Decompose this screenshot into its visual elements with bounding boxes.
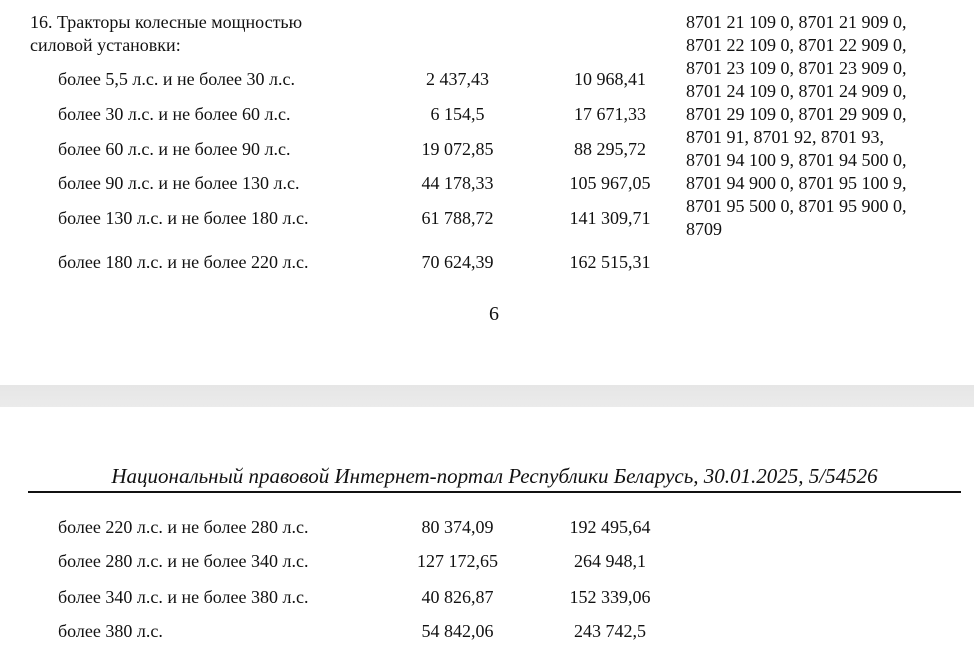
row-value-2: 88 295,72	[574, 139, 646, 159]
section-heading	[30, 11, 302, 57]
code-line: 8701 94 100 9, 8701 94 500 0,	[686, 150, 907, 170]
code-line: 8701 94 900 0, 8701 95 100 9,	[686, 173, 907, 193]
code-line: 8701 23 109 0, 8701 23 909 0,	[686, 58, 907, 78]
row-value-1: 70 624,39	[421, 252, 494, 272]
heading-line-2: силовой установки:	[30, 35, 181, 55]
code-line: 8701 91, 8701 92, 8701 93,	[686, 127, 884, 147]
heading-line-1: 16. Тракторы колесные мощностью	[30, 12, 303, 32]
row-value-1: 127 172,65	[417, 551, 498, 571]
row-label: более 180 л.с. и не более 220 л.с.	[58, 252, 309, 272]
row-value-1: 40 826,87	[421, 587, 494, 607]
row-value-1: 61 788,72	[421, 208, 494, 228]
row-value-1: 54 842,06	[421, 621, 494, 641]
row-value-2: 192 495,64	[569, 517, 651, 537]
row-label: более 280 л.с. и не более 340 л.с.	[58, 551, 309, 571]
page-separator	[0, 385, 974, 407]
row-value-2: 105 967,05	[569, 173, 651, 193]
row-label: более 220 л.с. и не более 280 л.с.	[58, 517, 309, 537]
code-line: 8709	[686, 219, 722, 239]
row-label: более 30 л.с. и не более 60 л.с.	[58, 104, 291, 124]
code-line: 8701 22 109 0, 8701 22 909 0,	[686, 35, 907, 55]
row-label: более 90 л.с. и не более 130 л.с.	[58, 173, 300, 193]
code-line: 8701 21 109 0, 8701 21 909 0,	[686, 12, 907, 32]
page-number: 6	[489, 303, 499, 325]
row-value-2: 141 309,71	[569, 208, 651, 228]
portal-header: Национальный правовой Интернет-портал Республики Беларусь, 30.01.2025, 5/54526	[111, 464, 878, 488]
code-line: 8701 29 109 0, 8701 29 909 0,	[686, 104, 907, 124]
header-rule	[28, 491, 961, 493]
row-value-2: 152 339,06	[569, 587, 651, 607]
row-label: более 5,5 л.с. и не более 30 л.с.	[58, 69, 295, 89]
row-value-2: 162 515,31	[569, 252, 651, 272]
row-value-2: 17 671,33	[574, 104, 646, 124]
code-line: 8701 95 500 0, 8701 95 900 0,	[686, 196, 907, 216]
row-value-2: 10 968,41	[574, 69, 646, 89]
row-value-2: 243 742,5	[574, 621, 646, 641]
row-value-1: 80 374,09	[421, 517, 494, 537]
row-label: более 130 л.с. и не более 180 л.с.	[58, 208, 309, 228]
code-line: 8701 24 109 0, 8701 24 909 0,	[686, 81, 907, 101]
row-value-1: 2 437,43	[426, 69, 489, 89]
tariff-codes	[686, 11, 907, 241]
row-value-1: 19 072,85	[421, 139, 494, 159]
row-label: более 380 л.с.	[58, 621, 163, 641]
row-value-2: 264 948,1	[574, 551, 646, 571]
row-value-1: 44 178,33	[421, 173, 494, 193]
row-label: более 340 л.с. и не более 380 л.с.	[58, 587, 309, 607]
row-label: более 60 л.с. и не более 90 л.с.	[58, 139, 291, 159]
row-value-1: 6 154,5	[430, 104, 485, 124]
